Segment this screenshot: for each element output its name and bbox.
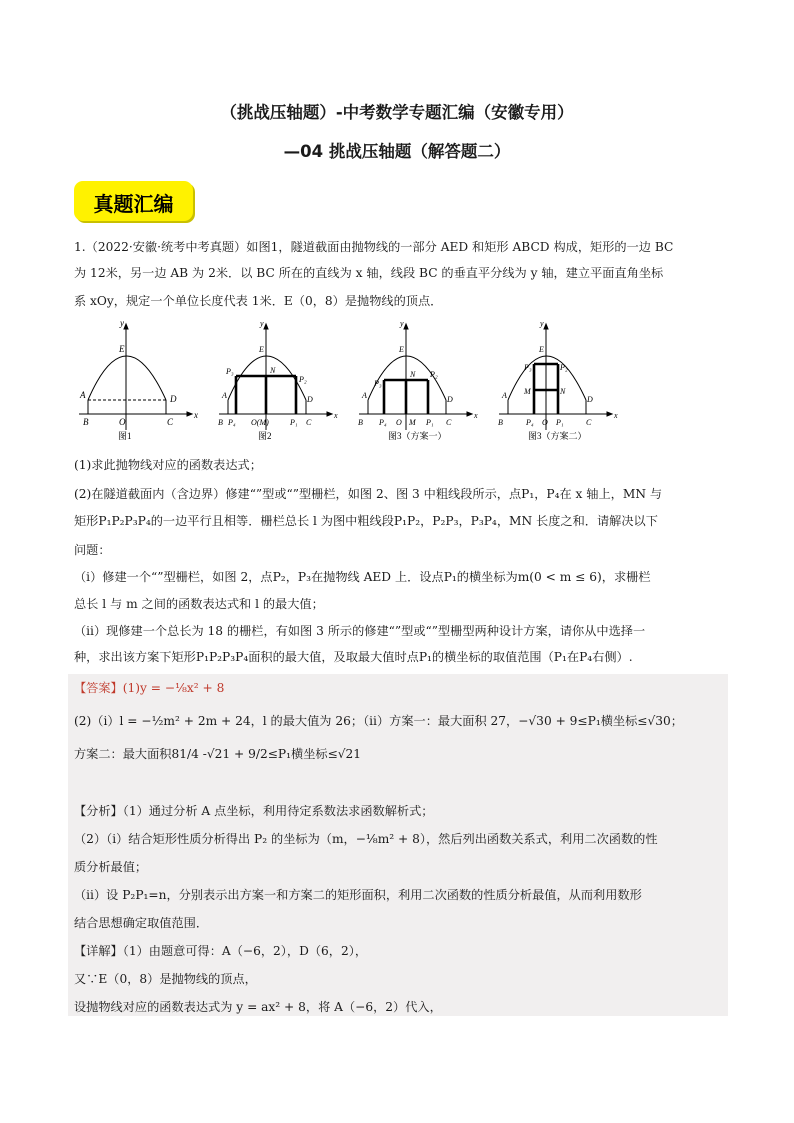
fig3a-N-label: N	[410, 370, 416, 379]
document-title: （挑战压轴题）-中考数学专题汇编（安徽专用）	[220, 103, 574, 122]
detail-heading: 【详解】（1）由题意可得：A（−6，2），D（6，2），	[74, 944, 368, 958]
analysis-line-1: （2）（ⅰ）结合矩形性质分析得出 P₂ 的坐标为（m，−⅛m² + 8），然后列出函数关系式，利用二次函数的性	[74, 832, 658, 846]
part-1-text: (1)求此抛物线对应的函数表达式；	[74, 458, 262, 472]
fig3a-O-label: O	[396, 418, 402, 427]
part-2-i-line-1: （ⅰ）修建一个“”型栅栏，如图 2，点P₂，P₃在抛物线 AED 上．设点P₁的横坐标为m(0 < m ≤ 6)，求栅栏	[74, 570, 651, 584]
fig2-y-label: y	[260, 319, 264, 328]
fig2-B-label: B	[218, 418, 223, 427]
part-2-ii-line-2: 种，求出该方案下矩形P₁P₂P₃P₄面积的最大值，及取最大值时点P₁的横坐标的取值范围（P₁在P₄右侧）.	[74, 650, 633, 664]
fig3a-y-label: y	[400, 319, 404, 328]
detail-line-2: 设抛物线对应的函数表达式为 y = ax² + 8，将 A（−6，2）代入，	[74, 1000, 442, 1014]
fig3b-C-label: C	[586, 418, 592, 427]
fig1-y-label: y	[120, 318, 124, 328]
fig2-P2-label: P₂	[299, 375, 307, 384]
fig3a-caption: 图3（方案一）	[388, 431, 447, 441]
fig1-B-label: B	[83, 417, 89, 427]
fig3a-E-label: E	[399, 345, 404, 354]
section-badge-label: 真题汇编	[93, 192, 174, 216]
part-2-line-2: 矩形P₁P₂P₃P₄的一边平行且相等．栅栏总长 l 为图中粗线段P₁P₂，P₂P₃，P₃P₄，MN 长度之和．请解决以下	[74, 514, 658, 528]
question-line-3: 系 xOy，规定一个单位长度代表 1米．E（0，8）是抛物线的顶点．	[74, 294, 443, 308]
document-subtitle: —04 挑战压轴题（解答题二）	[283, 142, 511, 161]
fig3a-A-label: A	[362, 391, 367, 400]
part-2-line-1: (2)在隧道截面内（含边界）修建“”型或“”型栅栏，如图 2、图 3 中粗线段所示，点P₁，P₄在 x 轴上，MN 与	[74, 487, 663, 501]
detail-line-1: 又∵E（0，8）是抛物线的顶点，	[74, 972, 257, 986]
fig1-C-label: C	[167, 417, 174, 427]
figure-1	[79, 324, 192, 430]
fig3a-B-label: B	[358, 418, 363, 427]
fig2-P3-label: P₃	[226, 367, 234, 376]
answer-line-2: (2)（ⅰ）l = −½m² + 2m + 24，l 的最大值为 26；（ⅱ）方案一：最大面积 27，−√30 + 9≤P₁横坐标≤√30；	[74, 714, 683, 728]
fig3a-x-label: x	[474, 411, 478, 420]
fig3a-P4-label: P₄	[379, 418, 387, 427]
fig2-x-label: x	[334, 411, 338, 420]
fig2-C-label: C	[306, 418, 312, 427]
figures	[74, 318, 634, 448]
fig2-E-label: E	[259, 345, 264, 354]
section-badge	[74, 181, 193, 221]
answer-line-1	[74, 679, 724, 697]
fig3b-M-label: M	[524, 387, 531, 396]
fig3b-y-label: y	[540, 319, 544, 328]
fig2-P1-label: P₁	[290, 418, 298, 427]
question-line-2: 为 12米，另一边 AB 为 2米．以 BC 所在的直线为 x 轴，线段 BC 的垂直平分线为 y 轴，建立平面直角坐标	[74, 266, 664, 280]
figure-2	[218, 319, 338, 441]
fig2-A-label: A	[222, 391, 227, 400]
fig3b-N-label: N	[560, 387, 566, 396]
fig3b-P3-label: P₃	[524, 363, 532, 372]
question-line-1: 1.（2022·安徽·统考中考真题）如图1，隧道截面由抛物线的一部分 AED 和矩形 ABCD 构成，矩形的一边 BC	[74, 240, 674, 254]
analysis-heading: 【分析】（1）通过分析 A 点坐标，利用待定系数法求函数解析式；	[74, 804, 434, 818]
fig3b-P2-label: P₂	[560, 363, 568, 372]
fig3a-P3-label: P₃	[374, 379, 382, 388]
fig3b-O-label: O	[542, 418, 548, 427]
fig1-A-label: A	[80, 390, 86, 400]
fig3a-P2-label: P₂	[430, 370, 438, 379]
fig2-N-label: N	[270, 366, 276, 375]
fig3b-B-label: B	[498, 418, 503, 427]
fig2-P4-label: P₄	[228, 418, 236, 427]
fig3b-A-label: A	[502, 391, 507, 400]
fig3b-P1-label: P₁	[556, 418, 564, 427]
fig2-caption: 图2	[258, 431, 272, 441]
figure-3-scheme-1	[358, 319, 478, 441]
fig1-E-label: E	[119, 344, 125, 354]
fig3a-M-label: M	[409, 418, 416, 427]
fig1-caption: 图1	[118, 431, 132, 441]
figure-3-scheme-2	[498, 319, 618, 441]
fig1-x-label: x	[194, 410, 198, 420]
fig2-OM-label: O(M)	[251, 418, 269, 427]
fig1-O-label: O	[119, 417, 126, 427]
fig3b-x-label: x	[614, 411, 618, 420]
fig3a-P1-label: P₁	[426, 418, 434, 427]
fig3b-D-label: D	[587, 395, 593, 404]
figure-1-labels	[79, 318, 198, 427]
analysis-line-4: 结合思想确定取值范围．	[74, 916, 209, 930]
fig3b-P4-label: P₄	[526, 418, 534, 427]
fig1-D-label: D	[170, 394, 177, 404]
fig3a-C-label: C	[446, 418, 452, 427]
fig2-D-label: D	[307, 395, 313, 404]
fig3b-caption: 图3（方案二）	[528, 431, 587, 441]
fig3a-D-label: D	[447, 395, 453, 404]
part-2-i-line-2: 总长 l 与 m 之间的函数表达式和 l 的最大值；	[74, 597, 324, 611]
answer-line-3: 方案二：最大面积81/4 -√21 + 9/2≤P₁横坐标≤√21	[74, 747, 362, 761]
part-2-line-3: 问题：	[74, 543, 111, 557]
analysis-line-3: （ⅱ）设 P₂P₁=n，分别表示出方案一和方案二的矩形面积，利用二次函数的性质分析最值，从而利用数形	[74, 888, 642, 902]
part-2-ii-line-1: （ⅱ）现修建一个总长为 18 的栅栏，有如图 3 所示的修建“”型或“”型栅型两种设计方案，请你从中选择一	[74, 624, 646, 638]
fig3b-E-label: E	[539, 345, 544, 354]
analysis-line-2: 质分析最值；	[74, 860, 148, 874]
answer-1: 【答案】(1)y = −⅛x² + 8	[74, 681, 225, 695]
